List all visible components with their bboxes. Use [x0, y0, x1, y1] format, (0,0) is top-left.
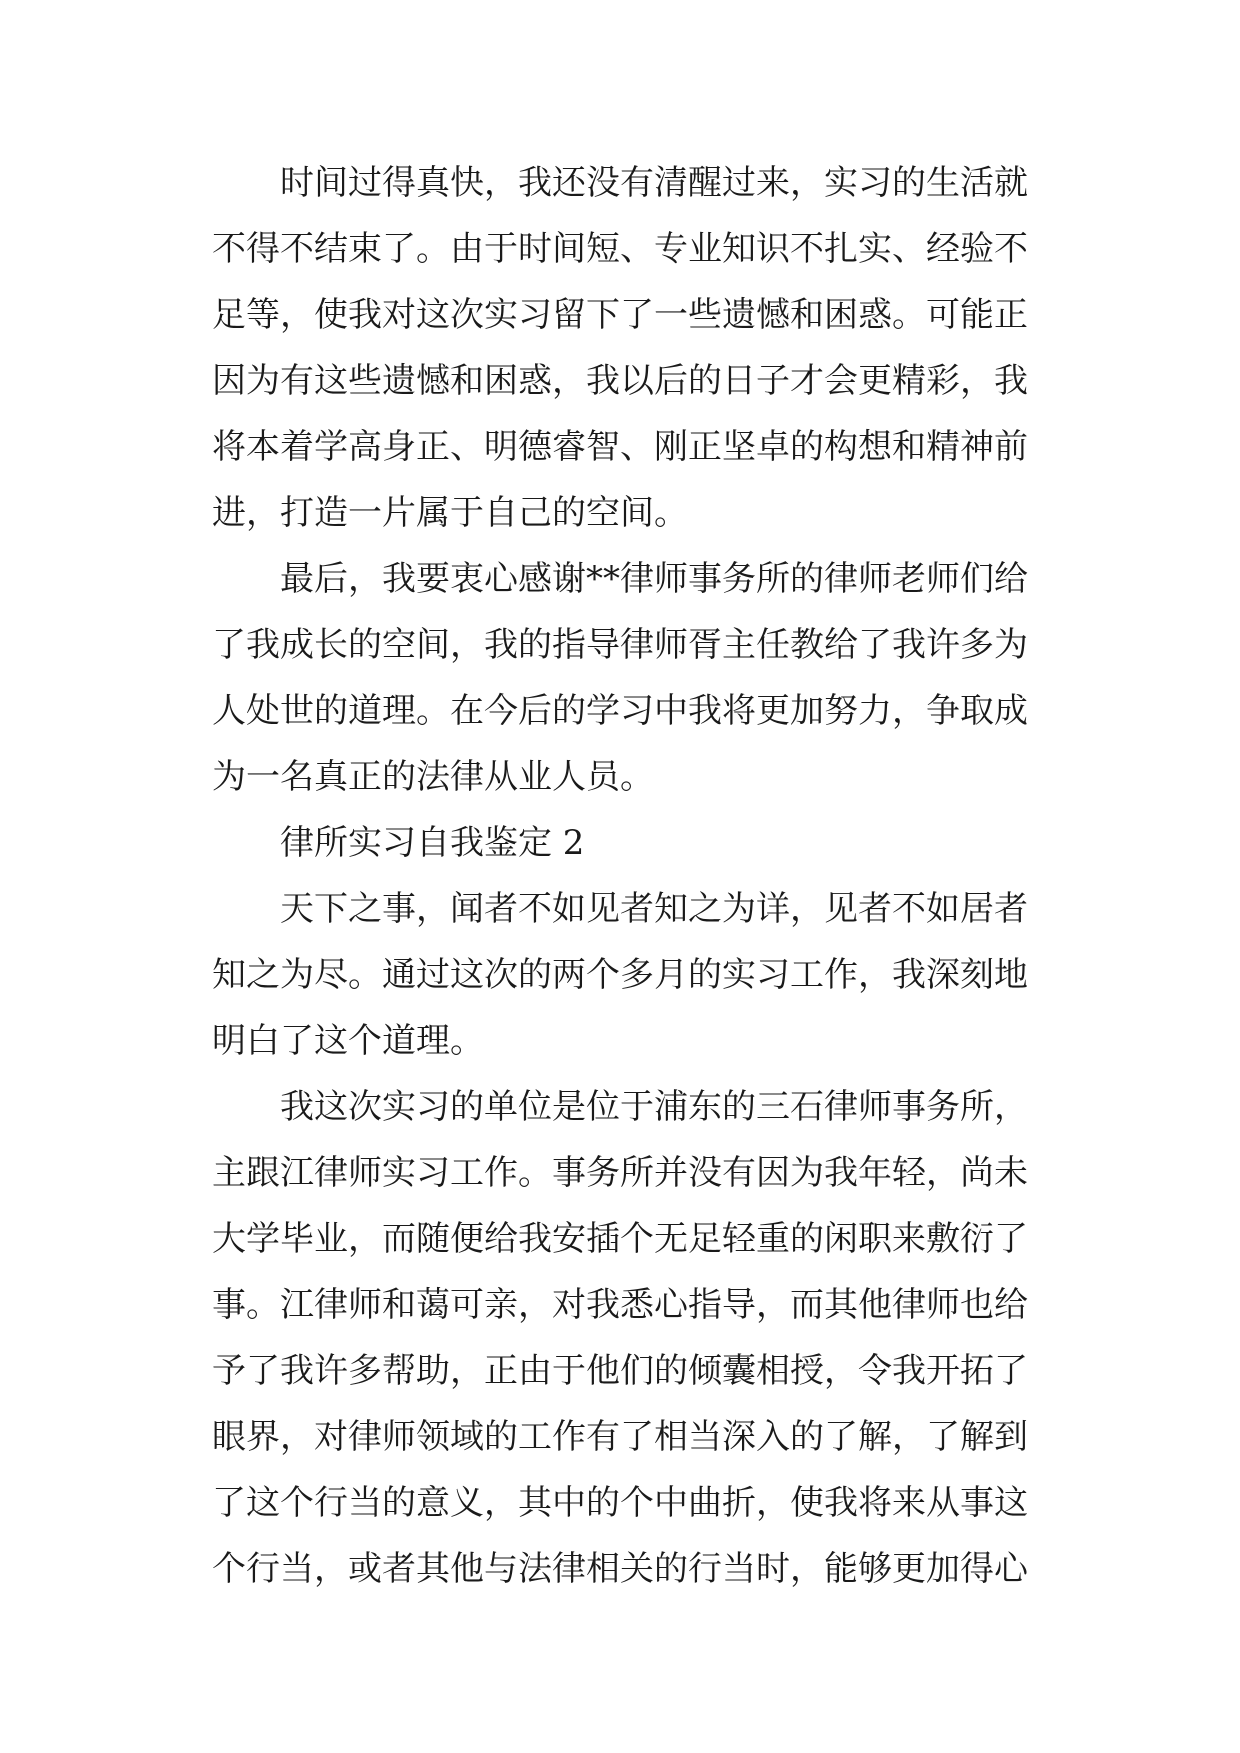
- text-line: 了我成长的空间，我的指导律师胥主任教给了我许多为: [212, 625, 1028, 665]
- paragraph-1: [212, 150, 1028, 546]
- text-line: 眼界，对律师领域的工作有了相当深入的了解，了解到: [212, 1417, 1028, 1457]
- text-line: 知之为尽。通过这次的两个多月的实习工作，我深刻地: [212, 955, 1028, 995]
- text-line: 最后，我要衷心感谢**律师事务所的律师老师们给: [280, 559, 1028, 599]
- text-line: 明白了这个道理。: [212, 1021, 484, 1061]
- text-line: 进，打造一片属于自己的空间。: [212, 493, 688, 533]
- document-body: [212, 150, 1028, 1602]
- text-line: 我这次实习的单位是位于浦东的三石律师事务所，: [280, 1087, 1028, 1127]
- text-line: 天下之事，闻者不如见者知之为详，见者不如居者: [280, 889, 1028, 929]
- text-line: 大学毕业，而随便给我安插个无足轻重的闲职来敷衍了: [212, 1219, 1028, 1259]
- text-line: 将本着学高身正、明德睿智、刚正坚卓的构想和精神前: [212, 427, 1028, 467]
- text-line: 予了我许多帮助，正由于他们的倾囊相授，令我开拓了: [212, 1351, 1028, 1391]
- text-line: 时间过得真快，我还没有清醒过来，实习的生活就: [280, 163, 1028, 203]
- text-line: 事。江律师和蔼可亲，对我悉心指导，而其他律师也给: [212, 1285, 1028, 1325]
- paragraph-2: [212, 546, 1028, 810]
- paragraph-4: [212, 1074, 1028, 1602]
- text-line: 了这个行当的意义，其中的个中曲折，使我将来从事这: [212, 1483, 1028, 1523]
- text-line: 因为有这些遗憾和困惑，我以后的日子才会更精彩，我: [212, 361, 1028, 401]
- text-line: 个行当，或者其他与法律相关的行当时，能够更加得心: [212, 1549, 1028, 1589]
- text-line: 不得不结束了。由于时间短、专业知识不扎实、经验不: [212, 229, 1028, 269]
- text-line: 足等，使我对这次实习留下了一些遗憾和困惑。可能正: [212, 295, 1028, 335]
- text-line: 主跟江律师实习工作。事务所并没有因为我年轻，尚未: [212, 1153, 1028, 1193]
- text-line: 人处世的道理。在今后的学习中我将更加努力，争取成: [212, 691, 1028, 731]
- section-heading-text: 律所实习自我鉴定 2: [280, 823, 585, 863]
- section-heading: [212, 810, 1028, 876]
- paragraph-3: [212, 876, 1028, 1074]
- text-line: 为一名真正的法律从业人员。: [212, 757, 654, 797]
